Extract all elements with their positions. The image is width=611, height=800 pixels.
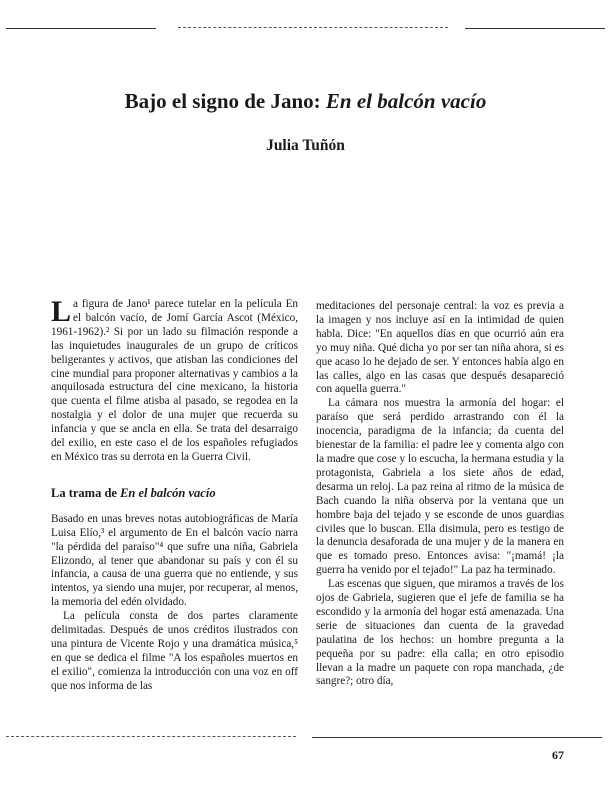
right-paragraph-1: meditaciones del personaje central: la voz es previa a la imagen y nos incluye así en la intimidad de quien habla. Dice: "En aquellos días en que ocurrió aún era yo muy niña. Qué dicha yo por ser tan niña ahora, si es que acaso lo he dejado de ser. Y entonces había algo en las calles, algo en las casas que después desapareció con aquella guerra." bbox=[316, 300, 564, 396]
top-rule-right bbox=[465, 28, 605, 29]
top-rule-middle bbox=[178, 27, 448, 28]
section-heading-main: La trama de bbox=[51, 485, 121, 500]
page-number: 67 bbox=[552, 748, 564, 762]
left-paragraph-1: Basado en unas breves notas autobiográficas de María Luisa Elío,³ el argumento de En el balcón vacío narra "la pérdida del paraíso"⁴ que sufre una niña, Gabriela Elizondo, al tener que abandonar su país y con él su infancia, a causa de una guerra que no entiende, y sus intentos, ya siendo una mujer, por recuperar, al menos, la memoria del edén olvidado. bbox=[51, 512, 298, 609]
left-paragraph-2: La película consta de dos partes claramente delimitadas. Después de unos créditos ilustrados con una pintura de Vicente Rojo y una dramática música,⁵ en que se dedica el filme "A los españoles muertos en el exilio", comienza la introducción con una voz en off que nos informa de las bbox=[51, 610, 298, 692]
section-heading bbox=[51, 487, 298, 501]
article-title-main: Bajo el signo de Jano: bbox=[124, 89, 326, 113]
intro-text: a figura de Jano¹ parece tutelar en la película En el balcón vacío, de Jomí García Ascot (México, 1961-1962).² Si por un lado su filmación responde a las inquietudes inaugurales de un grupo de críticos beligerantes y activos, que atisban las condiciones del cine mundial para proponer alternativas y cambios a la anquilosada estructura del cine mexicano, la historia que cuenta el filme atisba al pasado, se regodea en la nostalgia y el dolor de una mujer que recuerda su infancia y que se ancla en ella. Se trata del desarraigo del exilio, en este caso el de los españoles refugiados en México tras su derrota en la Guerra Civil. bbox=[51, 298, 298, 463]
right-paragraph-3: Las escenas que siguen, que miramos a través de los ojos de Gabriela, sugieren que el jefe de familia se ha escondido y la armonía del hogar está amenazada. Una serie de situaciones dan cuenta de la gravedad paulatina de los hechos: un hombre pregunta a la pequeña por su padre: ella calla; en otro episodio llevan a la madre un paquete con ropa manchada, ¿de sangre?; otro día, bbox=[316, 578, 564, 688]
section-heading-italic: En el balcón vacío bbox=[120, 485, 216, 500]
top-rule-left bbox=[6, 28, 156, 29]
left-column bbox=[51, 295, 298, 694]
drop-cap: L bbox=[51, 295, 72, 328]
bottom-rule-right bbox=[312, 737, 602, 738]
intro-paragraph bbox=[51, 295, 298, 465]
article-title-italic: En el balcón vacío bbox=[325, 89, 487, 113]
bottom-rule-left bbox=[6, 736, 296, 737]
right-paragraph-2: La cámara nos muestra la armonía del hogar: el paraíso que será perdido arrastrando con él la inocencia, paradigma de la infancia; da cuenta del bienestar de la familia: el padre lee y comenta algo con la madre que cose y lo escucha, la hermana estudia y la protagonista, Gabriela a los siete años de edad, desarma un reloj. La paz reina al ritmo de la música de Bach cuando la niña observa por la ventana que un hombre baja del tejado y se esconde de unos guardias civiles que lo buscan. Ella disimula, pero es testigo de la denuncia desaforada de una mujer y de la manera en que es tomado preso. Entonces avisa: "¡mamá! ¡la guerra ha venido por el tejado!" La paz ha terminado. bbox=[316, 397, 564, 577]
right-column bbox=[316, 300, 564, 689]
article-title bbox=[0, 88, 611, 114]
article-author: Julia Tuñón bbox=[266, 137, 345, 154]
